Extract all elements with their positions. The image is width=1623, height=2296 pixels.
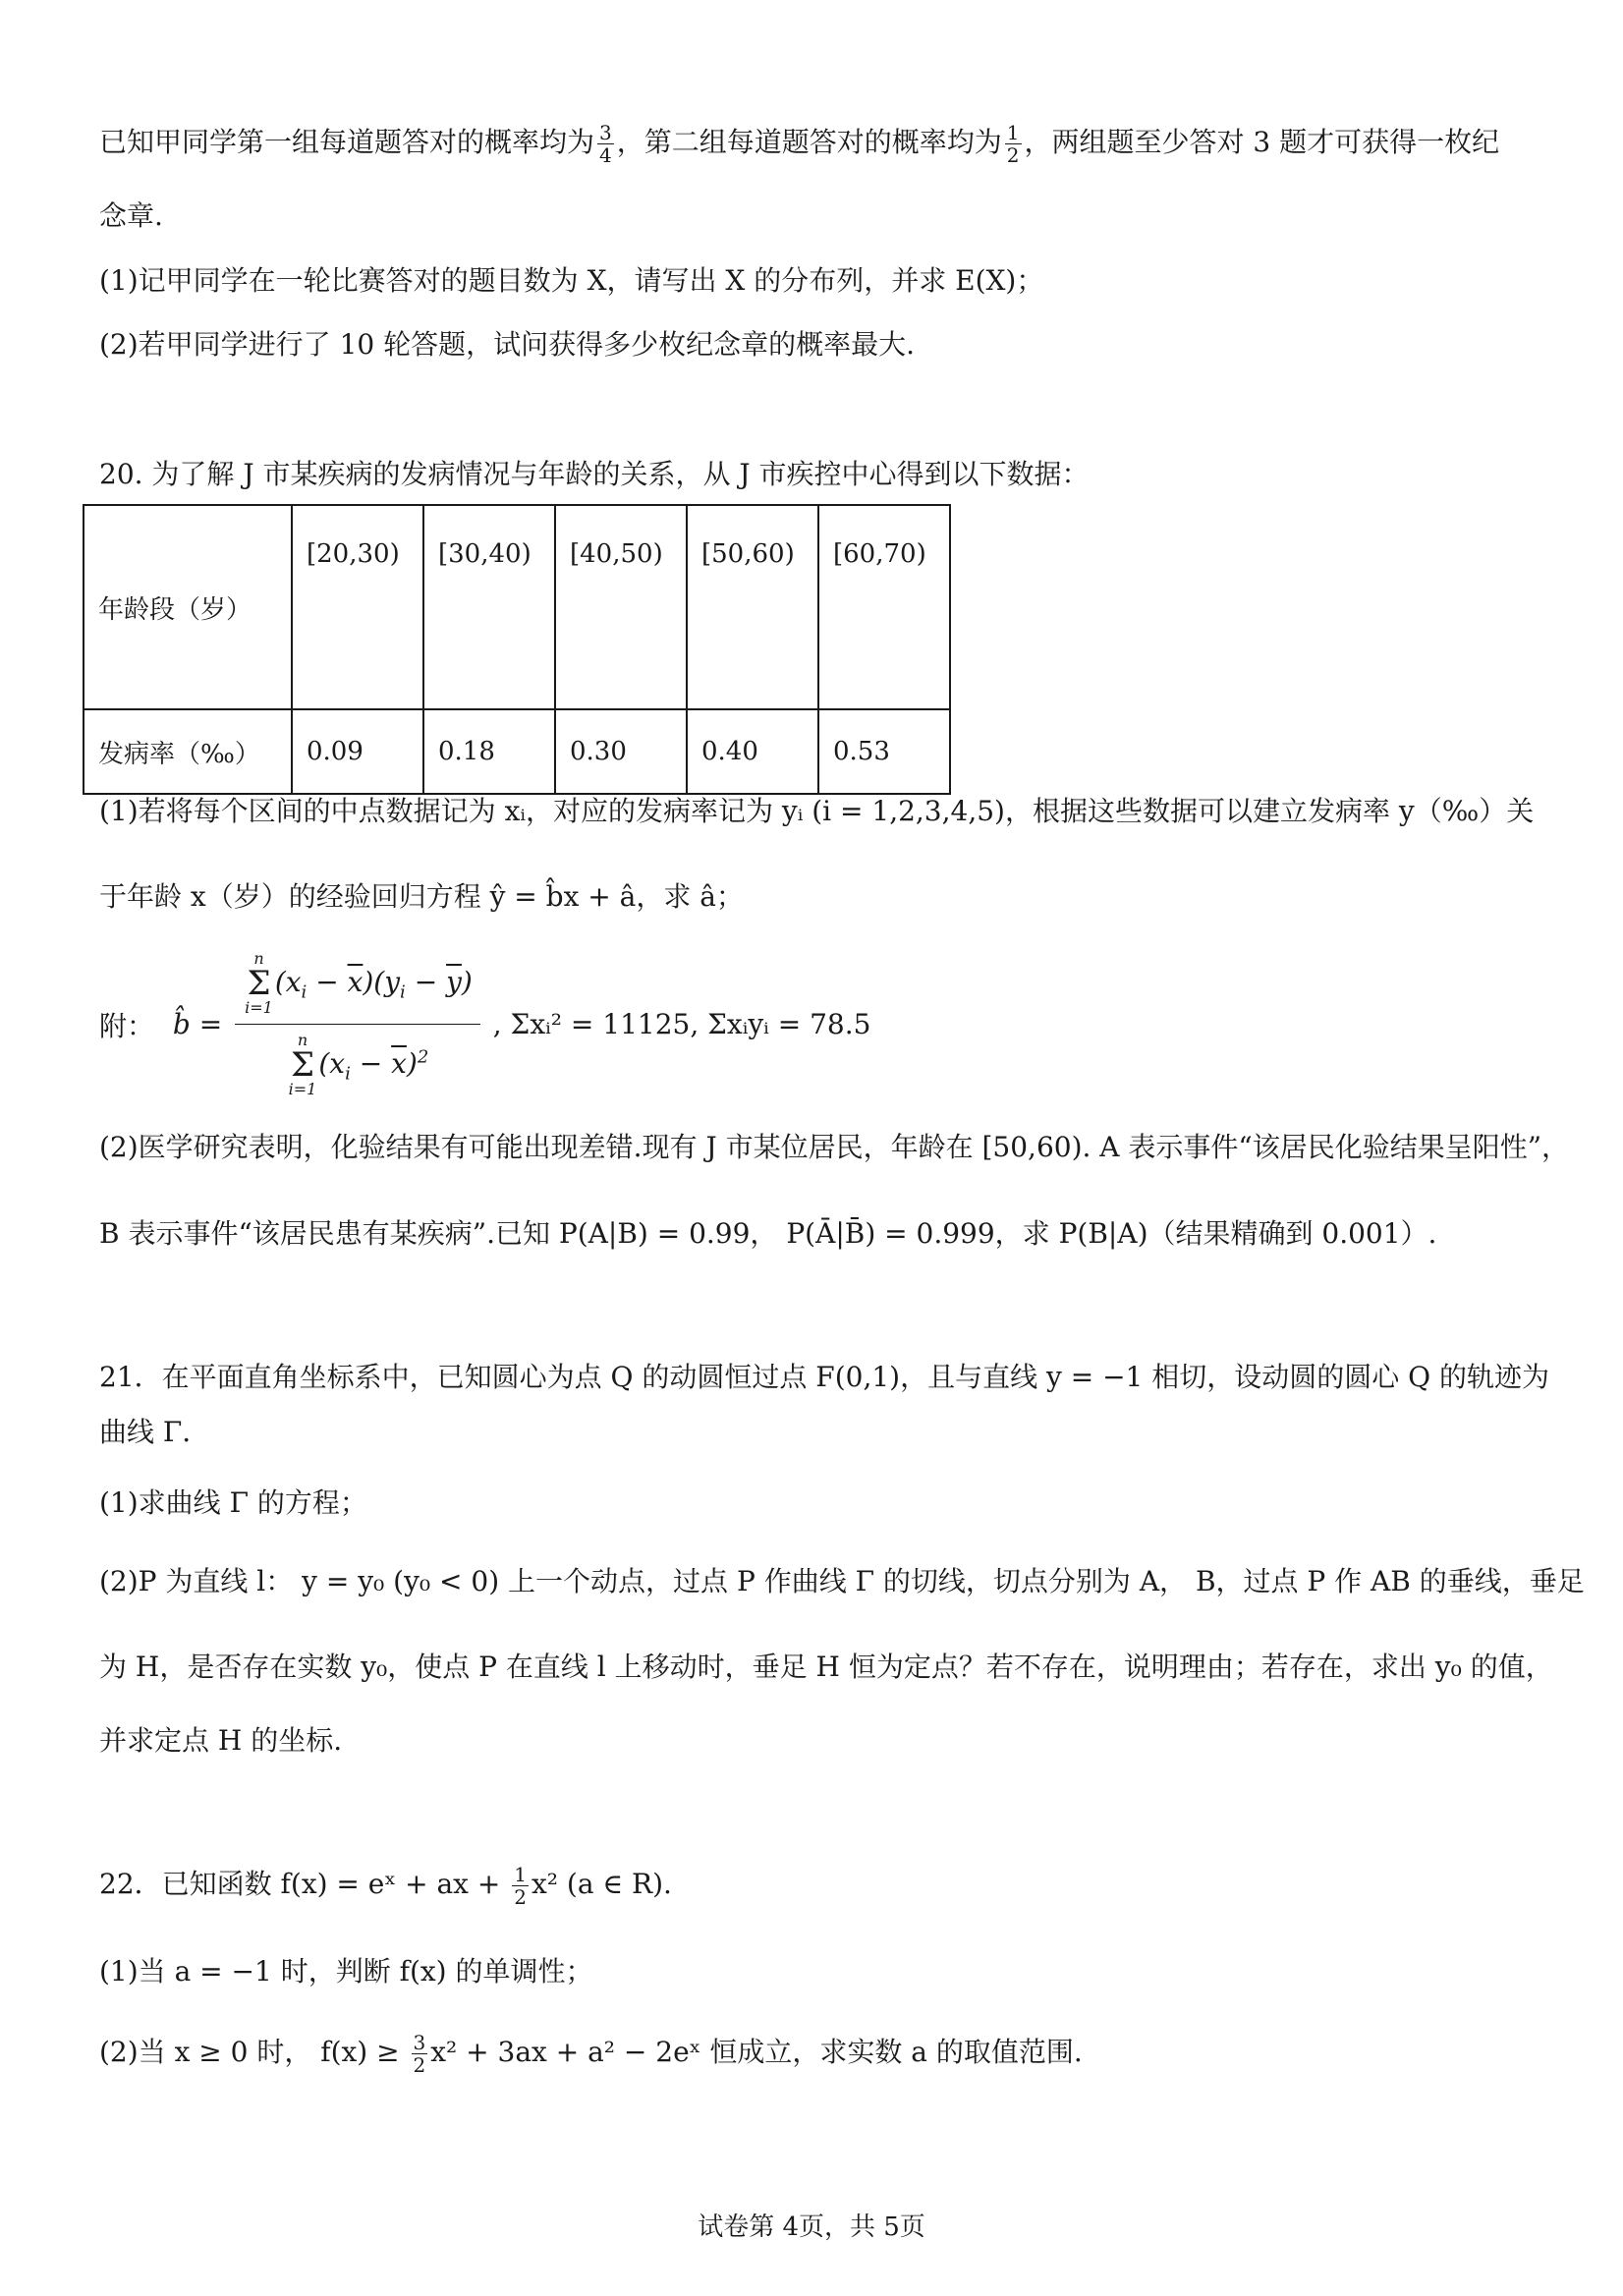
p21-question-2-line1: (2)P 为直线 l： y = y₀ (y₀ < 0) 上一个动点，过点 P 作曲线 Γ 的切线，切点分别为 A， B，过点 P 作 AB 的垂线，垂足 <box>99 1565 1585 1597</box>
table-row-age <box>84 505 950 709</box>
regression-formula <box>99 951 870 1108</box>
table-cell-interval: [50,60) <box>687 505 818 709</box>
p21-question-1: (1)求曲线 Γ 的方程； <box>99 1486 367 1519</box>
p21-line1: 21．在平面直角坐标系中，已知圆心为点 Q 的动圆恒过点 F(0,1)，且与直线 y = −1 相切，设动圆的圆心 Q 的轨迹为 <box>99 1361 1550 1393</box>
fraction-one-half: $\frac{1}{2}$ <box>514 1863 527 1909</box>
b-hat-fraction: n Σ i=1 $(x_i - \overline{x})(y_i - \overline{y})$ n Σ i=1 $(x_i - \overline{x})^2$ <box>235 951 480 1097</box>
p22-text-a: 22．已知函数 f(x) = eˣ + ax + <box>99 1868 510 1900</box>
table-cell-interval: [40,50) <box>555 505 687 709</box>
p20-intro: 20. 为了解 J 市某疾病的发病情况与年龄的关系，从 J 市疾控中心得到以下数据： <box>99 458 1090 490</box>
formula-sums: , Σxᵢ² = 11125, Σxᵢyᵢ = 78.5 <box>492 1008 871 1040</box>
p21-line2: 曲线 Γ． <box>99 1416 210 1448</box>
age-incidence-table <box>83 504 951 795</box>
p22-text-b: x² (a ∈ R). <box>531 1868 672 1900</box>
table-cell-rate: 0.30 <box>555 709 687 794</box>
p21-question-2-line3: 并求定点 H 的坐标. <box>99 1724 343 1757</box>
table-header-age: 年龄段（岁） <box>84 505 292 709</box>
p22-q2-text-b: x² + 3ax + a² − 2eˣ 恒成立，求实数 a 的取值范围. <box>430 2036 1083 2068</box>
table-cell-rate: 0.40 <box>687 709 818 794</box>
fraction-one-half: $\frac{1}{2}$ <box>1006 121 1020 167</box>
p22-q2-text-a: (2)当 x ≥ 0 时， f(x) ≥ <box>99 2036 409 2068</box>
table-row-rate <box>84 709 950 794</box>
p20-question-1-line1: (1)若将每个区间的中点数据记为 xᵢ，对应的发病率记为 yᵢ (i = 1,2,3,4,5)，根据这些数据可以建立发病率 y（‰）关 <box>99 795 1535 827</box>
table-cell-rate: 0.18 <box>423 709 555 794</box>
table-cell-rate: 0.53 <box>818 709 950 794</box>
p19-text-b: ，第二组每道题答对的概率均为 <box>616 126 1002 158</box>
p19-line2: 念章. <box>99 199 163 232</box>
p22-question-1: (1)当 a = −1 时，判断 f(x) 的单调性； <box>99 1955 593 1988</box>
p19-text-a: 已知甲同学第一组每道题答对的概率均为 <box>99 126 595 158</box>
table-cell-rate: 0.09 <box>292 709 423 794</box>
p20-question-1-line2: 于年龄 x（岁）的经验回归方程 ŷ = b̂x + â，求 â； <box>99 880 744 913</box>
table-cell-interval: [60,70) <box>818 505 950 709</box>
p19-question-1: (1)记甲同学在一轮比赛答对的题目数为 X，请写出 X 的分布列，并求 E(X)； <box>99 264 1044 297</box>
p20-question-2-line1: (2)医学研究表明，化验结果有可能出现差错.现有 J 市某位居民，年龄在 [50,60). A 表示事件“该居民化验结果呈阳性”， <box>99 1131 1570 1163</box>
p19-text-c: ，两组题至少答对 3 题才可获得一枚纪 <box>1024 126 1500 158</box>
p22-question-2 <box>99 2032 1083 2076</box>
page-footer: 试卷第 4页，共 5页 <box>698 2212 925 2242</box>
p22-line1 <box>99 1864 672 1908</box>
table-header-rate: 发病率（‰） <box>84 709 292 794</box>
table-cell-interval: [30,40) <box>423 505 555 709</box>
p19-line1 <box>99 122 1499 166</box>
table-cell-interval: [20,30) <box>292 505 423 709</box>
p21-question-2-line2: 为 H，是否存在实数 y₀，使点 P 在直线 l 上移动时，垂足 H 恒为定点？若不存在，说明理由；若存在，求出 y₀ 的值， <box>99 1651 1553 1683</box>
b-hat-symbol: b̂ = <box>172 1008 223 1040</box>
p19-question-2: (2)若甲同学进行了 10 轮答题，试问获得多少枚纪念章的概率最大. <box>99 328 915 361</box>
formula-label: 附： <box>99 1009 155 1042</box>
p20-question-2-line2: B 表示事件“该居民患有某疾病”.已知 P(A|B) = 0.99， P(Ā|B̄) = 0.999，求 P(B|A)（结果精确到 0.001）. <box>99 1217 1437 1250</box>
fraction-three-quarters: $\frac{3}{4}$ <box>599 121 612 167</box>
fraction-three-halves: $\frac{3}{2}$ <box>413 2031 426 2077</box>
